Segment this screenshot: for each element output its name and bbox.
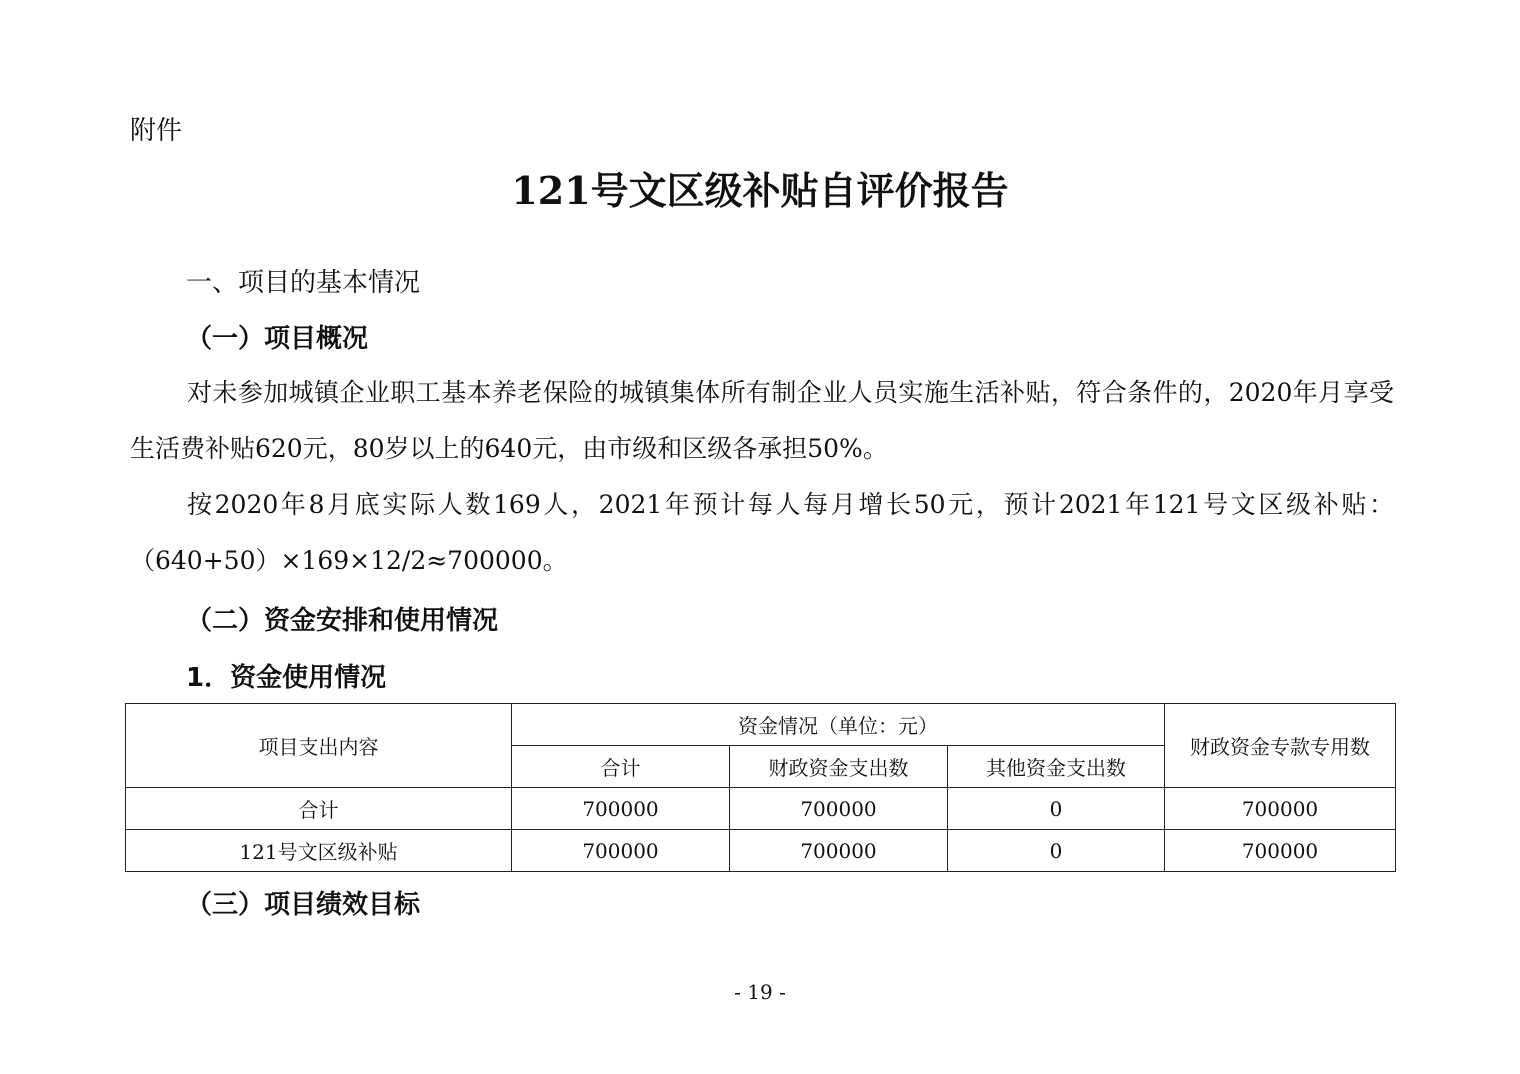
header-special-use: 财政资金专款专用数 bbox=[1165, 704, 1396, 788]
item-heading-fund-usage: 1．资金使用情况 bbox=[186, 663, 387, 693]
cell-total: 700000 bbox=[512, 830, 730, 872]
cell-fiscal: 700000 bbox=[730, 830, 948, 872]
attachment-label: 附件 bbox=[130, 116, 183, 146]
cell-item: 合计 bbox=[126, 788, 512, 830]
subsection-heading-performance-goals: （三）项目绩效目标 bbox=[186, 890, 421, 920]
cell-special: 700000 bbox=[1165, 830, 1396, 872]
header-total: 合计 bbox=[512, 746, 730, 788]
cell-item: 121号文区级补贴 bbox=[126, 830, 512, 872]
subsection-heading-funding: （二）资金安排和使用情况 bbox=[186, 606, 499, 636]
fund-usage-table bbox=[125, 703, 1396, 872]
paragraph-subsidy-calculation: 按2020年8月底实际人数169人，2021年预计每人每月增长50元，预计2021年121号文区级补贴：（640+50）×169×12/2≈700000。 bbox=[130, 490, 1394, 575]
page-number: - 19 - bbox=[734, 980, 786, 1004]
document-title: 121号文区级补贴自评价报告 bbox=[511, 168, 1009, 213]
header-item-content: 项目支出内容 bbox=[126, 704, 512, 788]
cell-total: 700000 bbox=[512, 788, 730, 830]
header-other-spend: 其他资金支出数 bbox=[948, 746, 1165, 788]
table-row bbox=[126, 830, 1396, 872]
paragraph-subsidy-description: 对未参加城镇企业职工基本养老保险的城镇集体所有制企业人员实施生活补贴，符合条件的，2020年月享受生活费补贴620元，80岁以上的640元，由市级和区级各承担50%。 bbox=[130, 378, 1394, 463]
section-heading-basic-info: 一、项目的基本情况 bbox=[186, 268, 421, 298]
header-fund-status: 资金情况（单位：元） bbox=[512, 704, 1165, 746]
subsection-heading-overview: （一）项目概况 bbox=[186, 324, 369, 354]
table-header-row bbox=[126, 704, 1396, 746]
cell-fiscal: 700000 bbox=[730, 788, 948, 830]
header-fiscal-spend: 财政资金支出数 bbox=[730, 746, 948, 788]
table-row bbox=[126, 788, 1396, 830]
cell-other: 0 bbox=[948, 788, 1165, 830]
cell-special: 700000 bbox=[1165, 788, 1396, 830]
cell-other: 0 bbox=[948, 830, 1165, 872]
